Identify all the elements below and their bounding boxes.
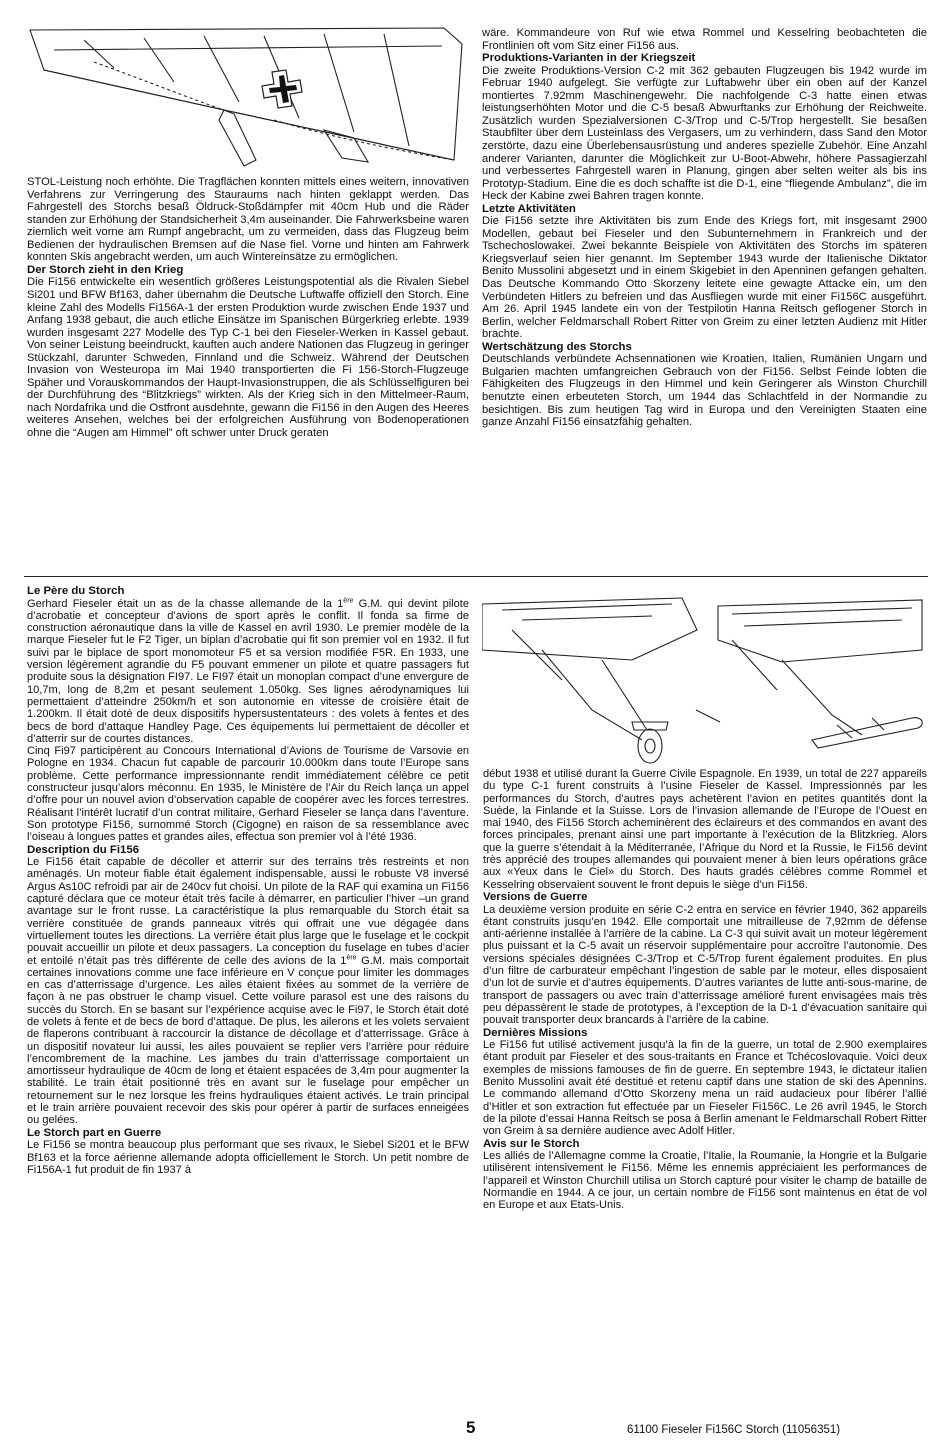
paragraph: STOL-Leistung noch erhöhte. Die Tragflächen konnten mittels eines weitern, innovativen Verfahrens zur Verringerung des Stauraums nach hinten geklappt werden. Das Fahrgestell des Storchs besaß Öldruck-Stoßdämpfer mit 40cm Hub und die Räder standen zur Erhöhung der Standsicherheit 3,4m auseinander. Die Fahrwerksbeine waren ziemlich weit vorne am Rumpf angebracht, um zu vermeiden, dass das Flugzeug beim Bedienen der hydraulischen Bremsen auf die Nase fiel. Vorne und hinten am Fahrwerk konnten Skis angebracht werden, um auch Wintereinsätze zu ermöglichen. xyxy=(27,176,469,264)
paragraph xyxy=(27,598,469,746)
french-text-column-left xyxy=(27,585,469,1176)
section-heading: Avis sur le Storch xyxy=(483,1137,580,1150)
text-run: G.M. qui devint pilote d’acrobatie et concepteur d’avions de sport après le conflit. Il fonda sa firme de construction aéronautique dans la ville de Kassel en avril 1930. Le premier modèle de la marque Fieseler fut le F2 Tiger, un biplan d’acrobatie qui fit son premier vol en 1932. Il fut suivi par le biplace de sport monomoteur F5 et sa version modifiée F5R. En 1933, une version légèrement agrandie du F5 pouvant emmener un pilote et quatre passagers fut produite sous la désignation FI97. Le FI97 était un monoplan compact d’une envergure de 10,7m, long de 8,2m et pesant seulement 1.050kg. Ses lignes aérodynamiques lui permettaient d’atteindre 250km/h et son autonomie en vitesse de croisière était de 1.200km. Il était doté de deux dispositifs hypersustentateurs : des volets à fentes et des becs de bord d’attaque Handley Page. Ces équipements lui permettaient de décoller et d’atterrir sur de courtes distances. xyxy=(27,597,469,745)
wing-underside-illustration xyxy=(24,10,470,170)
section-heading: Versions de Guerre xyxy=(483,890,588,903)
paragraph: Le Fi156 fut utilisé activement jusqu’à la fin de la guerre, un total de 2.900 exemplaires étant produit par Fieseler et des sous-traitants en France et Tchécoslovaquie. Voici deux exemples de missions famouses de fin de guerre. En septembre 1943, le dictateur italien Benito Mussolini avait été destitué et retenu captif dans une station de ski des Apennins. Le commando allemand d’Otto Skorzeny mena un raid audacieux pour libérer l’allié d’Hitler et son extraction fut effectuée par un Fieseler Fi156C. Le 26 avril 1945, le Storch de la pilote d’essai Hanna Reitsch se posa à Berlin amenant le Feldmarschall Robert Ritter von Greim à sa dernière audience avec Adolf Hitler. xyxy=(483,1039,927,1138)
section-heading: Produktions-Varianten in der Kriegszeit xyxy=(482,52,696,65)
section-heading: Le Père du Storch xyxy=(27,585,125,597)
footer-reference: 61100 Fieseler Fi156C Storch (11056351) xyxy=(627,1424,841,1436)
german-text-column-right xyxy=(482,27,927,429)
superscript: ère xyxy=(346,953,357,961)
paragraph: Die Fi156 entwickelte ein wesentlich größeres Leistungspotential als die Rivalen Siebel Si201 und BFW Bf163, daher übernahm die Deutsche Luftwaffe offiziell den Storch. Eine kleine Zahl des Modells Fi156A-1 der ersten Produktion wurde zwischen Ende 1937 und Anfang 1938 gebaut, die auch etliche Einsätze im Spanischen Bürgerkrieg erlebte. 1939 wurden insgesamt 227 Modelle des Typ C-1 bei den Fieseler-Werken in Kassel gebaut. Von seiner Leistung beeindruckt, kauften auch andere Nationen das Flugzeug in geringer Stückzahl, darunter Schweden, Finnland und die Schweiz. Während der Deutschen Invasion von Westeuropa im Mai 1940 transportierten die Fi 156-Storch-Flugzeuge Späher und Vorauskommandos der Haupt-Invasionstruppen, die als Schlüsselfiguren bei der Durchführung des “Blitzkriegs” wirkten. Als der Krieg sich in den Mittelmeer-Raum, nach Nordafrika und die Ostfront ausdehnte, gewann die Fi156 in den Augen des Heeres weiteres Ansehen, welches bei der erfolgreichen Ausführung von Bodenoperationen ohne die “Augen am Himmel” oft schwer unter Druck geraten xyxy=(27,276,469,439)
paragraph: Cinq Fi97 participèrent au Concours International d’Avions de Tourisme de Varsovie en Pologne en 1934. Chacun fut capable de parcourir 10.000km dans toute l’Europe sans problème. Cette performance impressionnante rendit immédiatement célèbre ce petit constructeur jusqu’alors méconnu. En 1935, le Ministère de l’Air du Reich lança un appel d’offre pour un nouvel avion d’observation capable de coopérer avec les forces terrestres. Réalisant l’intérêt lucratif d’un contrat militaire, Gerhard Fieseler se lança dans l’aventure. Son prototype Fi156, surnommé Storch (Cigogne) en raison de sa ressemblance avec l’oiseau à longues pattes et grandes ailes, effectua son premier vol à l’été 1936. xyxy=(27,745,469,844)
balkenkreuz-icon xyxy=(262,70,302,108)
paragraph xyxy=(27,856,469,1127)
landing-gear-illustration xyxy=(482,590,928,765)
section-divider xyxy=(24,576,928,577)
text-run: Le Fi156 était capable de décoller et atterrir sur des terrains très restreints et non aménagés. Un moteur fiable était également indispensable, aussi le robuste V8 inversé Argus As10C refroidi par air de 240cv fut choisi. Un pilote de la RAF qui examina un Fi156 capturé déclara que ce moteur était très facile à démarrer, en particulier l’hiver –un grand avantage sur le front russe. La caractéristique la plus remarquable du Storch était sa verrière constituée de grands panneaux vitrés qui offrait une vue dégagée dans virtuellement toutes les directions. La verrière était plus large que le fuselage et le cockpit pouvait accueillir un pilote et deux passagers. La conception du fuselage en tubes d’acier et entoilé n’était pas très différente de celle des avions de la 1 xyxy=(27,856,469,967)
page-number: 5 xyxy=(466,1418,476,1437)
text-run: Gerhard Fieseler était un as de la chasse allemande de la 1 xyxy=(27,597,344,610)
section-heading: Le Storch part en Guerre xyxy=(27,1126,162,1139)
section-heading: Dernières Missions xyxy=(483,1026,588,1039)
paragraph: début 1938 et utilisé durant la Guerre Civile Espagnole. En 1939, un total de 227 appareils du type C-1 furent construits à l’usine Fieseler de Kassel. Impressionnés par les performances du Storch, d’autres pays achetèrent l’avion en petites quantités dont la Suède, la Finlande et la Suisse. Lors de l’invasion allemande de l’Europe de l’Ouest en mai 1940, des Fi156 Storch acheminèrent des éclaireurs et des commandos en avant des forces principales, prenant ainsi une part importante à l’exécution de la Blitzkrieg. Alors que la guerre s’étendait à la Méditerranée, l’Afrique du Nord et la Russie, le Fi156 devint très apprécié des troupes allemandes qui pouvaient mener à bien leurs opérations grâce aux «Yeux dans le Ciel» du Storch. Des hauts gradés célèbres comme Rommel et Kesselring observaient souvent le front depuis le siège d’un Fi156. xyxy=(483,768,927,891)
paragraph: Die zweite Produktions-Version C-2 mit 362 gebauten Flugzeugen bis 1942 wurde im Februar 1940 aufgelegt. Sie verfügte zur Luftabwehr über ein oben auf der Kanzel montiertes 7.92mm Maschinengewehr. Die nachfolgende C-3 hatte einen etwas leistungserhöhten Motor und die C-5 besaß Abwurftanks zur Erhöhung der Reichweite. Zusätzlich wurden Spezialversionen C-3/Trop und C-5/Trop hergestellt. Sie besaßen Staubfilter über dem Lusteinlass des Vergasers, um zu verhindern, dass Sand den Motor zerstörte, dazu eine Überlebensausrüstung und anderes spezielle Zubehör. Eine Anzahl anderer Varianten, darunter die Möglichkeit zur U-Boot-Abwehr, höhere Passagierzahl und verbessertes Fahrgestell waren in Planung, gingen aber selten weiter als bis ins Prototyp-Stadium. Eine die es doch schaffte ist die D-1, eine “fliegende Ambulanz”, die im Heck der Kabine zwei Bahren tragen konnte. xyxy=(482,64,927,203)
section-heading: Description du Fi156 xyxy=(27,843,140,856)
section-heading: Wertschätzung des Storchs xyxy=(482,340,632,353)
superscript: ère xyxy=(343,596,354,604)
section-heading: Der Storch zieht in den Krieg xyxy=(27,263,184,276)
paragraph: La deuxième version produite en série C-2 entra en service en février 1940, 362 appareils étant construits jusqu’en 1942. Elle comportait une mitrailleuse de 7,92mm de défense anti-aérienne installée à l’arrière de la cabine. La C-3 qui suivit avait un moteur légèrement plus puissant et la C-5 avait un réservoir supplémentaire pour accroître l’autonomie. Des versions spéciales désignées C-3/Trop et C-5/Trop furent également produites. En plus d’un filtre de carburateur empêchant l’ingestion de sable par le moteur, elles disposaient d’un lot de survie et d’autres équipements. D’autres variantes de lutte anti-sous-marine, de transport de passagers ou avec train d’atterrissage amélioré furent envisagées mais très peu dépassèrent le stade de prototypes, à l’exception de la D-1 d’évacuation sanitaire qui pouvait transporter deux brancards à l’arrière de la cabine. xyxy=(483,903,927,1027)
paragraph: Die Fi156 setzte ihre Aktivitäten bis zum Ende des Kriegs fort, mit insgesamt 2900 Modellen, gebaut bei Fieseler und den Subunternehmern in Frankreich und der Tschechoslowakei. Zwei bekannte Beispiele von Aktivitäten des Storchs im späteren Kriegsverlauf seien hier genannt. Im September 1943 wurde der Italienische Diktator Benito Mussolini abgesetzt und in einem Skigebiet in den Apenninen gefangen gehalten. Das Deutsche Kommando Otto Skorzeny leitete eine gewagte Attacke ein, um den Verbündeten Hitlers zu befreien und das Ausfliegen wurde mit einer Fi156C ausgeführt. Am 26. April 1945 landete ein von der Testpilotin Hanna Reitsch geflogener Storch in Berlin, welcher Feldmarschall Robert Ritter von Greim zu einer letzten Audienz mit Hitler brachte. xyxy=(482,215,927,341)
paragraph: Deutschlands verbündete Achsennationen wie Kroatien, Italien, Rumänien Ungarn und Bulgarien machten umfangreichen Gebrauch von der Fi156. Selbst Feinde lobten die Fähigkeiten des Flugzeugs in den Himmel und kein Geringerer als Winston Churchill benutzte einen erbeuteten Storch, um 1944 das Schlachtfeld in der Normandie zu besichtigen. Bis zum heutigen Tag wird in Europa und den Vereinigten Staaten eine ganze Anzahl Fi156 einsatzfähig gehalten. xyxy=(482,353,927,429)
french-text-column-right xyxy=(483,768,927,1212)
section-heading: Letzte Aktivitäten xyxy=(482,202,576,215)
text-run: G.M. mais comportait certaines innovations comme une face inférieure en V conçue pour limiter les dommages en cas d’atterrissage d’urgence. Les ailes étaient fixées au sommet de la verrière de façon à ne pas obstruer le champ visuel. Cette voilure parasol est une des raisons du succès du Storch. En se basant sur l’expérience acquise avec le Fi97, le Storch était doté de volets à fente et de becs de bord d’attaque. De plus, les ailerons et les volets servaient de flaperons contribuant à raccourcir la distance de décollage et d’atterrissage. Grâce à un dispositif novateur lui aussi, les ailes pouvaient se replier vers l’arrière pour réduire l’encombrement de la machine. Les jambes du train d’atterrissage comportaient un amortisseur hydraulique de 40cm de long et étaient espacées de 3,4m pour augmenter la stabilité. Le train était positionné très en avant sur le fuselage pour empêcher un retournement sur le nez lorsque les freins hydrauliques étaient activés. Le train principal et le train arrière pouvaient recevoir des skis pour opérer à partir de surfaces enneigées ou gelées. xyxy=(27,954,469,1127)
german-text-column-left xyxy=(27,176,469,440)
paragraph: Le Fi156 se montra beaucoup plus performant que ses rivaux, le Siebel Si201 et le BFW Bf163 et la force aérienne allemande adopta officiellement le Storch. Un petit nombre de Fi156A-1 fut produit de fin 1937 à xyxy=(27,1139,469,1176)
paragraph: wäre. Kommandeure von Ruf wie etwa Rommel und Kesselring beobachteten die Frontlinien oft vom Sitz einer Fi156 aus. xyxy=(482,27,927,52)
paragraph: Les alliés de l’Allemagne comme la Croatie, l’Italie, la Roumanie, la Hongrie et la Bulgarie utilisèrent intensivement le Fi156. Même les ennemis appréciaient les performances de l’appareil et Winston Churchill utilisa un Storch capturé pour visiter le champ de bataille de Normandie en 1944. A ce jour, un certain nombre de Fi156 sont maintenus en état de vol en Europe et aux Etats-Unis. xyxy=(483,1150,927,1212)
